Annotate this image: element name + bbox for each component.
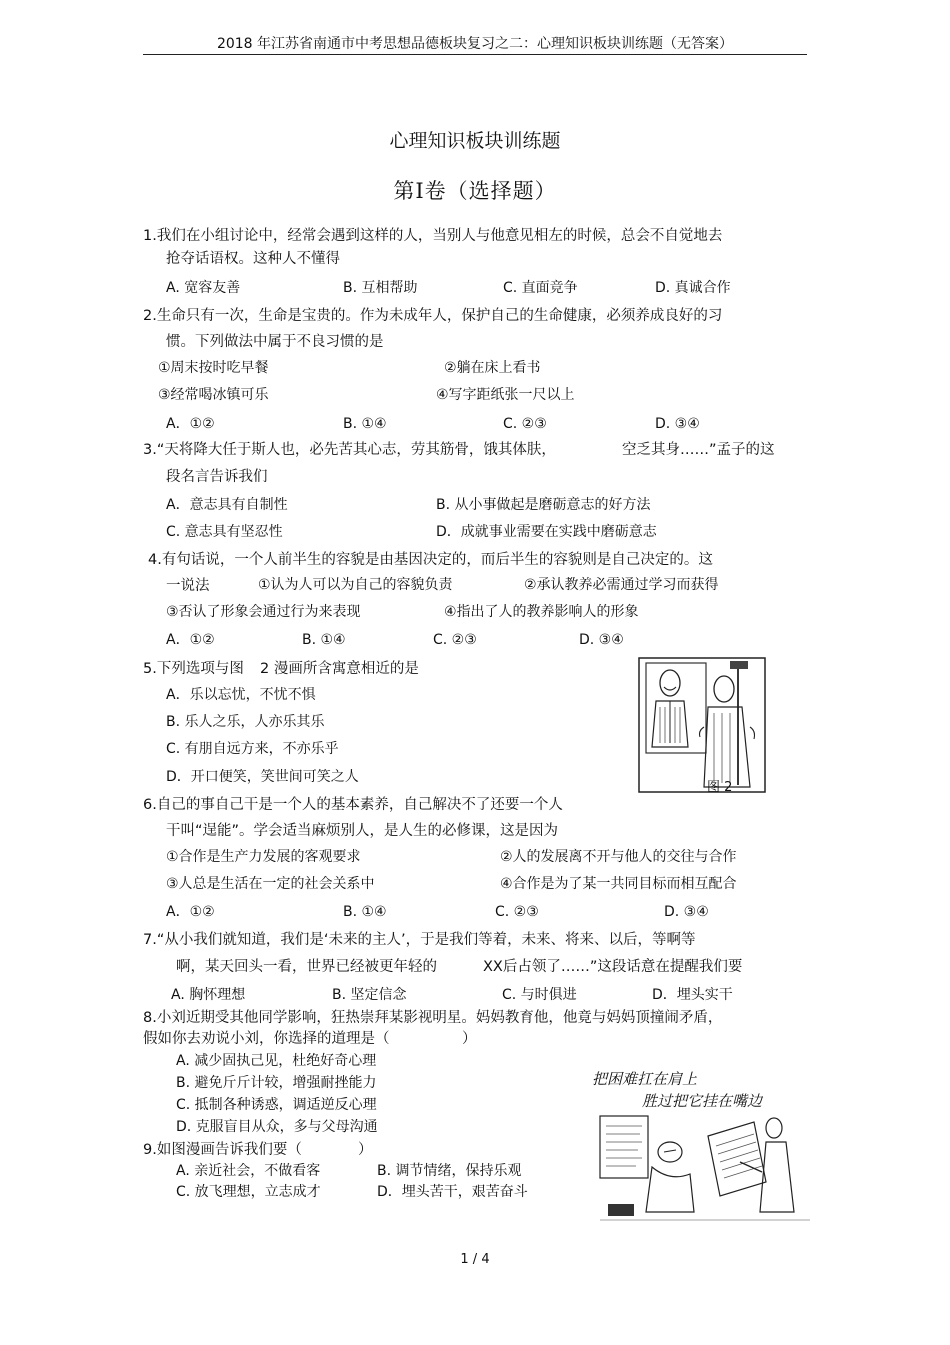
question-2-stem-line-2: 惯。下列做法中属于不良习惯的是: [166, 334, 384, 350]
header-rule: [143, 54, 807, 55]
question-6-option-b: B. ①④: [343, 904, 387, 920]
question-3-option-a: A．意志具有自制性: [166, 497, 288, 513]
burden-cartoon-figure: [590, 1112, 816, 1228]
question-9-stem-line-1: 9.如图漫画告诉我们要（: [143, 1142, 302, 1158]
question-7-stem-line-2b: XX后占领了……”这段话意在提醒我们要: [483, 959, 743, 975]
question-9-option-c: C. 放飞理想，立志成才: [176, 1184, 321, 1200]
question-4-item-2: ②承认教养必需通过学习而获得: [524, 577, 719, 593]
question-8-stem-line-2b: ）: [462, 1031, 477, 1047]
question-5-option-a: A．乐以忘忧，不忧不惧: [166, 687, 316, 703]
question-8-stem-line-2: 假如你去劝说小刘，你选择的道理是（: [143, 1031, 390, 1047]
question-4-option-d: D. ③④: [579, 632, 624, 648]
question-4-option-a: A．①②: [166, 632, 215, 648]
question-6-item-2: ②人的发展离不开与他人的交往与合作: [500, 849, 737, 865]
question-6-stem-line-1: 6.自己的事自己干是一个人的基本素养，自己解决不了还要一个人: [143, 797, 563, 813]
question-6-stem-line-2: 干叫“逞能”。学会适当麻烦别人，是人生的必修课，这是因为: [166, 823, 559, 839]
question-4-item-1: ①认为人可以为自己的容貌负责: [258, 577, 453, 593]
question-8-option-c: C. 抵制各种诱惑，调适逆反心理: [176, 1097, 377, 1113]
question-1-option-c: C. 直面竞争: [503, 280, 578, 296]
question-5-option-b: B. 乐人之乐，人亦乐其乐: [166, 714, 325, 730]
question-1-option-a: A. 宽容友善: [166, 280, 241, 296]
question-2-option-d: D. ③④: [655, 416, 700, 432]
question-4-stem-line-1: 4.有句话说，一个人前半生的容貌是由基因决定的，而后半生的容貌则是自己决定的。这: [148, 552, 713, 568]
section-title: 第Ⅰ卷（选择题）: [393, 179, 557, 203]
mirror-cartoon-figure: [638, 657, 766, 793]
question-5-option-c: C. 有朋自远方来，不亦乐乎: [166, 741, 339, 757]
question-2-item-1: ①周末按时吃早餐: [158, 360, 269, 376]
question-2-stem-line-1: 2.生命只有一次，生命是宝贵的。作为未成年人，保护自己的生命健康，必须养成良好的习: [143, 308, 723, 324]
question-9-option-d: D．埋头苦干，艰苦奋斗: [377, 1184, 528, 1200]
question-2-item-2: ②躺在床上看书: [444, 360, 541, 376]
cartoon-caption-line-2: 胜过把它挂在嘴边: [642, 1092, 763, 1110]
question-4-item-3: ③否认了形象会通过行为来表现: [166, 604, 361, 620]
question-7-option-a: A. 胸怀理想: [171, 987, 246, 1003]
question-7-option-d: D．埋头实干: [652, 987, 733, 1003]
question-3-stem-line-2: 段名言告诉我们: [166, 469, 268, 485]
question-4-option-b: B. ①④: [302, 632, 346, 648]
question-8-option-b: B. 避免斤斤计较，增强耐挫能力: [176, 1075, 377, 1091]
question-6-option-c: C. ②③: [495, 904, 539, 920]
question-7-stem-line-2: 啊，某天回头一看，世界已经被更年轻的: [176, 959, 437, 975]
question-8-option-d: D. 克服盲目从众，多与父母沟通: [176, 1119, 378, 1135]
question-3-option-b: B. 从小事做起是磨砺意志的好方法: [436, 497, 651, 513]
question-3-option-c: C. 意志具有坚忍性: [166, 524, 283, 540]
question-6-item-4: ④合作是为了某一共同目标而相互配合: [500, 876, 737, 892]
question-5-stem-line-1b: 2 漫画所含寓意相近的是: [260, 661, 419, 677]
document-title: 心理知识板块训练题: [389, 130, 561, 152]
question-3-option-d: D．成就事业需要在实践中磨砺意志: [436, 524, 657, 540]
question-5-option-d: D．开口便笑，笑世间可笑之人: [166, 769, 359, 785]
question-2-item-3: ③经常喝冰镇可乐: [158, 387, 269, 403]
question-9-option-a: A. 亲近社会，不做看客: [176, 1163, 321, 1179]
question-6-item-3: ③人总是生活在一定的社会关系中: [166, 876, 375, 892]
question-7-option-b: B. 坚定信念: [332, 987, 407, 1003]
question-6-option-d: D. ③④: [664, 904, 709, 920]
question-3-stem-line-1: 3.“天将降大任于斯人也，必先苦其心志，劳其筋骨，饿其体肤，: [143, 442, 556, 458]
question-1-option-b: B. 互相帮助: [343, 280, 418, 296]
question-4-item-4: ④指出了人的教养影响人的形象: [444, 604, 639, 620]
question-1-stem-line-1: 1.我们在小组讨论中，经常会遇到这样的人，当别人与他意见相左的时候，总会不自觉地去: [143, 228, 723, 244]
question-8-stem-line-1: 8.小刘近期受其他同学影响，狂热崇拜某影视明星。妈妈教育他，他竟与妈妈顶撞闹矛盾，: [143, 1010, 723, 1026]
question-1-option-d: D. 真诚合作: [655, 280, 731, 296]
question-7-option-c: C. 与时俱进: [502, 987, 577, 1003]
question-4-option-c: C. ②③: [433, 632, 477, 648]
question-9-stem-line-1b: ）: [358, 1142, 373, 1158]
page-number: 1 / 4: [460, 1252, 490, 1267]
running-header: 2018 年江苏省南通市中考思想品德板块复习之二：心理知识板块训练题（无答案）: [216, 36, 734, 52]
question-8-option-a: A. 减少固执己见，杜绝好奇心理: [176, 1053, 377, 1069]
question-2-option-b: B. ①④: [343, 416, 387, 432]
question-6-item-1: ①合作是生产力发展的客观要求: [166, 849, 361, 865]
question-7-stem-line-1: 7.“从小我们就知道，我们是‘未来的主人’，于是我们等着，未来、将来、以后，等啊等: [143, 932, 696, 948]
question-1-stem-line-2: 抢夺话语权。这种人不懂得: [166, 251, 340, 267]
question-3-stem-line-1b: 空乏其身……”孟子的这: [622, 442, 775, 458]
question-2-item-4: ④写字距纸张一尺以上: [436, 387, 575, 403]
figure-2-label: 图 2: [707, 780, 733, 795]
question-5-stem-line-1: 5.下列选项与图: [143, 661, 244, 677]
question-2-option-a: A．①②: [166, 416, 215, 432]
question-2-option-c: C. ②③: [503, 416, 547, 432]
cartoon-caption-line-1: 把困难扛在肩上: [592, 1070, 698, 1088]
question-4-stem-line-2: 一说法: [166, 578, 210, 594]
question-6-option-a: A．①②: [166, 904, 215, 920]
question-9-option-b: B. 调节情绪，保持乐观: [377, 1163, 522, 1179]
